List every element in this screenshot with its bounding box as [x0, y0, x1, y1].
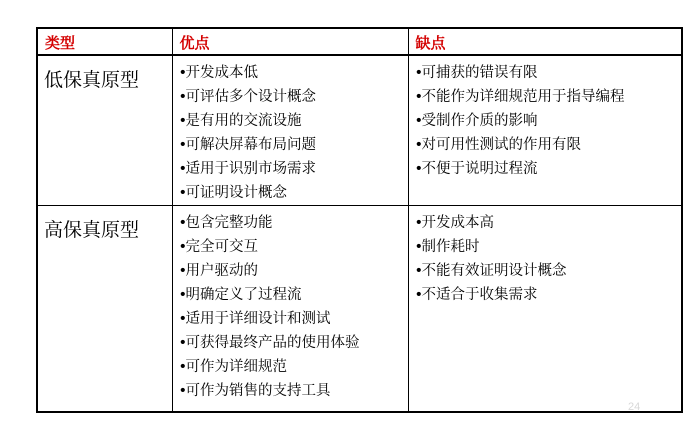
- list-item: •可证明设计概念: [179, 181, 408, 205]
- list-item: •可作为销售的支持工具: [179, 379, 408, 403]
- page-number: 24: [628, 401, 641, 413]
- bullet-icon: •: [414, 239, 424, 255]
- bullet-icon: •: [178, 65, 188, 81]
- bullet-icon: •: [414, 65, 424, 81]
- list-item: •明确定义了过程流: [179, 283, 408, 307]
- bullet-icon: •: [178, 383, 188, 399]
- bullet-icon: •: [178, 335, 188, 351]
- list-item: •开发成本低: [179, 61, 408, 85]
- header-cons: 缺点: [408, 28, 682, 55]
- bullet-icon: •: [178, 215, 188, 231]
- cons-cell: [408, 55, 682, 206]
- list-item: •用户驱动的: [179, 259, 408, 283]
- table-header-row: [37, 28, 682, 55]
- list-item: •可解决屏幕布局问题: [179, 133, 408, 157]
- list-item: •是有用的交流设施: [179, 109, 408, 133]
- bullet-icon: •: [178, 359, 188, 375]
- bullet-icon: •: [178, 263, 188, 279]
- bullet-icon: •: [414, 137, 424, 153]
- pros-cell: [172, 206, 408, 412]
- list-item: •完全可交互: [179, 235, 408, 259]
- row-type-low-fidelity: 低保真原型: [37, 55, 172, 206]
- header-pros: 优点: [172, 28, 408, 55]
- table-row: [37, 206, 682, 412]
- list-item: •制作耗时: [415, 235, 682, 259]
- list-item: •受制作介质的影响: [415, 109, 682, 133]
- bullet-icon: •: [178, 185, 188, 201]
- list-item: •不能作为详细规范用于指导编程: [415, 85, 682, 109]
- bullet-icon: •: [414, 263, 424, 279]
- bullet-icon: •: [178, 161, 188, 177]
- pros-cell: [172, 55, 408, 206]
- list-item: •对可用性测试的作用有限: [415, 133, 682, 157]
- bullet-icon: •: [414, 89, 424, 105]
- cons-list: [409, 56, 682, 181]
- header-type: 类型: [37, 28, 172, 55]
- list-item: •可作为详细规范: [179, 355, 408, 379]
- bullet-icon: •: [178, 239, 188, 255]
- list-item: •开发成本高: [415, 211, 682, 235]
- list-item: •可获得最终产品的使用体验: [179, 331, 408, 355]
- bullet-icon: •: [178, 287, 188, 303]
- comparison-table: [36, 27, 683, 413]
- list-item: •适用于详细设计和测试: [179, 307, 408, 331]
- list-item: •不便于说明过程流: [415, 157, 682, 181]
- list-item: •可评估多个设计概念: [179, 85, 408, 109]
- bullet-icon: •: [414, 113, 424, 129]
- bullet-icon: •: [178, 137, 188, 153]
- cons-cell: [408, 206, 682, 412]
- bullet-icon: •: [178, 113, 188, 129]
- list-item: •不适合于收集需求: [415, 283, 682, 307]
- list-item: •包含完整功能: [179, 211, 408, 235]
- pros-list: [173, 56, 408, 205]
- bullet-icon: •: [414, 287, 424, 303]
- bullet-icon: •: [178, 311, 188, 327]
- cons-list: [409, 206, 682, 307]
- row-type-high-fidelity: 高保真原型: [37, 206, 172, 412]
- bullet-icon: •: [414, 215, 424, 231]
- list-item: •适用于识别市场需求: [179, 157, 408, 181]
- pros-list: [173, 206, 408, 403]
- bullet-icon: •: [178, 89, 188, 105]
- list-item: •可捕获的错误有限: [415, 61, 682, 85]
- bullet-icon: •: [414, 161, 424, 177]
- list-item: •不能有效证明设计概念: [415, 259, 682, 283]
- table-row: [37, 55, 682, 206]
